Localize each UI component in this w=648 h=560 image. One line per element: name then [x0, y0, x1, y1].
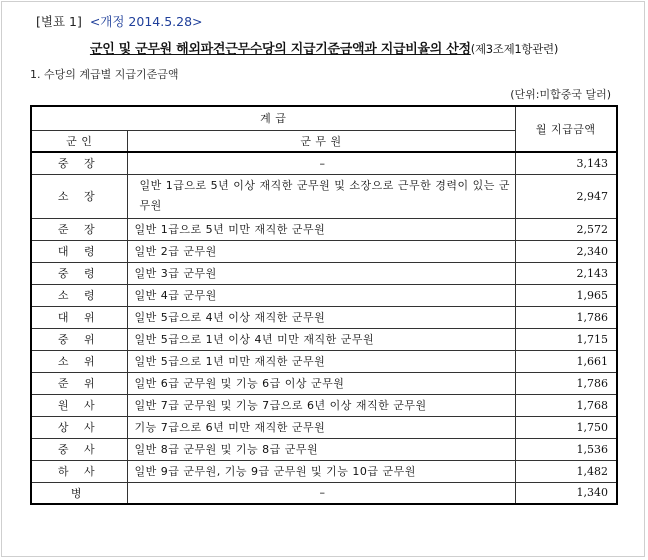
- military-rank-cell: 대 령: [31, 240, 127, 262]
- civilian-rank-cell: 일반 1급으로 5년 이상 재직한 군무원 및 소장으로 근무한 경력이 있는 군무원: [127, 174, 515, 218]
- civilian-rank-cell: 일반 4급 군무원: [127, 284, 515, 306]
- header-grade: 계 급: [31, 106, 515, 130]
- amount-cell: 1,482: [515, 460, 617, 482]
- civilian-rank-cell: 일반 9급 군무원, 기능 9급 군무원 및 기능 10급 군무원: [127, 460, 515, 482]
- amount-cell: 1,786: [515, 372, 617, 394]
- military-rank-cell: 소 위: [31, 350, 127, 372]
- military-rank-cell: 소 령: [31, 284, 127, 306]
- annex-number: [별표 1]: [36, 14, 82, 29]
- amount-cell: 1,661: [515, 350, 617, 372]
- civilian-rank-cell: 일반 1급으로 5년 미만 재직한 군무원: [127, 218, 515, 240]
- document-title: [0, 38, 648, 57]
- civilian-rank-cell: –: [127, 482, 515, 504]
- allowance-table: [30, 105, 618, 505]
- table-row: [31, 460, 617, 482]
- military-rank-cell: 중 사: [31, 438, 127, 460]
- amount-cell: 2,947: [515, 174, 617, 218]
- military-rank-cell: 상 사: [31, 416, 127, 438]
- military-rank-cell: 준 장: [31, 218, 127, 240]
- table-row: [31, 328, 617, 350]
- table-row: [31, 372, 617, 394]
- amount-cell: 2,340: [515, 240, 617, 262]
- unit-note: (단위:미합중국 달러): [510, 88, 611, 101]
- civilian-rank-cell: 일반 8급 군무원 및 기능 8급 군무원: [127, 438, 515, 460]
- civilian-rank-cell: 일반 6급 군무원 및 기능 6급 이상 군무원: [127, 372, 515, 394]
- amount-cell: 1,340: [515, 482, 617, 504]
- amount-cell: 2,143: [515, 262, 617, 284]
- amount-cell: 1,715: [515, 328, 617, 350]
- military-rank-cell: 중 위: [31, 328, 127, 350]
- civilian-rank-cell: 일반 2급 군무원: [127, 240, 515, 262]
- military-rank-cell: 중 령: [31, 262, 127, 284]
- civilian-rank-cell: 기능 7급으로 6년 미만 재직한 군무원: [127, 416, 515, 438]
- header-military: 군 인: [31, 130, 127, 152]
- table-body: [31, 152, 617, 504]
- table-row: [31, 306, 617, 328]
- header-civilian: 군 무 원: [127, 130, 515, 152]
- civilian-rank-cell: 일반 5급으로 1년 미만 재직한 군무원: [127, 350, 515, 372]
- amount-cell: 3,143: [515, 152, 617, 174]
- table-row: [31, 262, 617, 284]
- table-row: [31, 350, 617, 372]
- military-rank-cell: 원 사: [31, 394, 127, 416]
- table-row: [31, 482, 617, 504]
- table-row: [31, 416, 617, 438]
- table-row: [31, 394, 617, 416]
- table-row: [31, 174, 617, 218]
- table-row: [31, 152, 617, 174]
- annex-label: [36, 12, 203, 30]
- civilian-rank-cell: 일반 7급 군무원 및 기능 7급으로 6년 이상 재직한 군무원: [127, 394, 515, 416]
- amount-cell: 1,786: [515, 306, 617, 328]
- military-rank-cell: 준 위: [31, 372, 127, 394]
- table-row: [31, 240, 617, 262]
- military-rank-cell: 하 사: [31, 460, 127, 482]
- section-heading: 1. 수당의 계급별 지급기준금액: [30, 68, 179, 81]
- civilian-rank-cell: 일반 5급으로 4년 이상 재직한 군무원: [127, 306, 515, 328]
- header-monthly-amount: 월 지급금액: [515, 106, 617, 152]
- amount-cell: 2,572: [515, 218, 617, 240]
- title-reference: (제3조제1항관련): [470, 42, 559, 56]
- title-main: 군인 및 군무원 해외파견근무수당의 지급기준금액과 지급비율의 산정: [89, 42, 471, 57]
- amount-cell: 1,768: [515, 394, 617, 416]
- civilian-rank-cell: –: [127, 152, 515, 174]
- table-row: [31, 218, 617, 240]
- military-rank-cell: 중 장: [31, 152, 127, 174]
- table-row: [31, 438, 617, 460]
- amount-cell: 1,965: [515, 284, 617, 306]
- amount-cell: 1,750: [515, 416, 617, 438]
- civilian-rank-cell: 일반 5급으로 1년 이상 4년 미만 재직한 군무원: [127, 328, 515, 350]
- table-row: [31, 284, 617, 306]
- military-rank-cell: 대 위: [31, 306, 127, 328]
- civilian-rank-cell: 일반 3급 군무원: [127, 262, 515, 284]
- military-rank-cell: 병: [31, 482, 127, 504]
- military-rank-cell: 소 장: [31, 174, 127, 218]
- amount-cell: 1,536: [515, 438, 617, 460]
- revision-note: <개정 2014.5.28>: [89, 14, 203, 29]
